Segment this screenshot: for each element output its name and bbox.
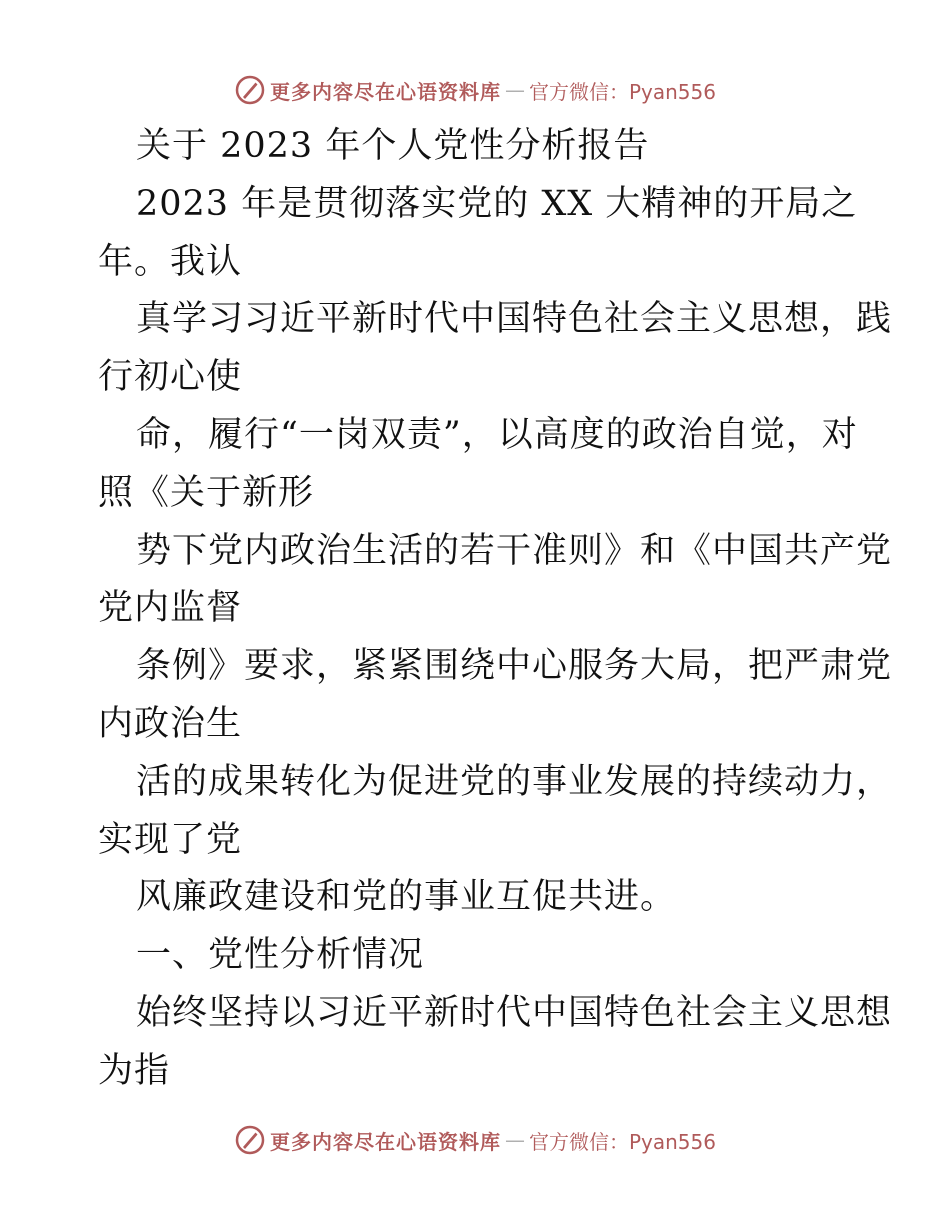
watermark-wechat: 官方微信：Pyan556 bbox=[528, 1129, 716, 1154]
doc-line: 始终坚持以习近平新时代中国特色社会主义思想 bbox=[136, 992, 893, 1033]
footer-watermark bbox=[0, 1120, 950, 1160]
doc-line: 行初心使 bbox=[98, 357, 243, 398]
doc-line: 条例》要求，紧紧围绕中心服务大局，把严肃党 bbox=[136, 646, 893, 687]
watermark-separator: — bbox=[504, 1128, 525, 1152]
doc-line: 势下党内政治生活的若干准则》和《中国共产党 bbox=[136, 530, 893, 571]
document-body bbox=[98, 118, 893, 1101]
doc-line: 活的成果转化为促进党的事业发展的持续动力， bbox=[136, 761, 893, 802]
quill-logo-icon bbox=[234, 1124, 266, 1156]
header-watermark bbox=[0, 70, 950, 110]
doc-title: 关于 2023 年个人党性分析报告 bbox=[136, 126, 650, 166]
quill-logo-icon bbox=[234, 74, 266, 106]
doc-line: 命，履行“一岗双责”，以高度的政治自觉，对 bbox=[136, 414, 858, 455]
doc-line: 内政治生 bbox=[98, 703, 243, 744]
doc-line: 年。我认 bbox=[98, 241, 243, 282]
doc-line: 风廉政建设和党的事业互促共进。 bbox=[136, 877, 677, 918]
doc-line: 真学习习近平新时代中国特色社会主义思想，践 bbox=[136, 299, 893, 340]
doc-line: 照《关于新形 bbox=[98, 472, 315, 513]
watermark-text: 更多内容尽在心语资料库 bbox=[269, 79, 501, 104]
section-heading: 一、党性分析情况 bbox=[136, 935, 425, 976]
doc-line: 党内监督 bbox=[98, 588, 243, 629]
doc-line: 实现了党 bbox=[98, 819, 243, 860]
watermark-separator: — bbox=[504, 78, 525, 102]
doc-line: 为指 bbox=[98, 1050, 171, 1091]
doc-line: 2023 年是贯彻落实党的 XX 大精神的开局之 bbox=[136, 183, 858, 224]
watermark-wechat: 官方微信：Pyan556 bbox=[528, 79, 716, 104]
watermark-text: 更多内容尽在心语资料库 bbox=[269, 1129, 501, 1154]
